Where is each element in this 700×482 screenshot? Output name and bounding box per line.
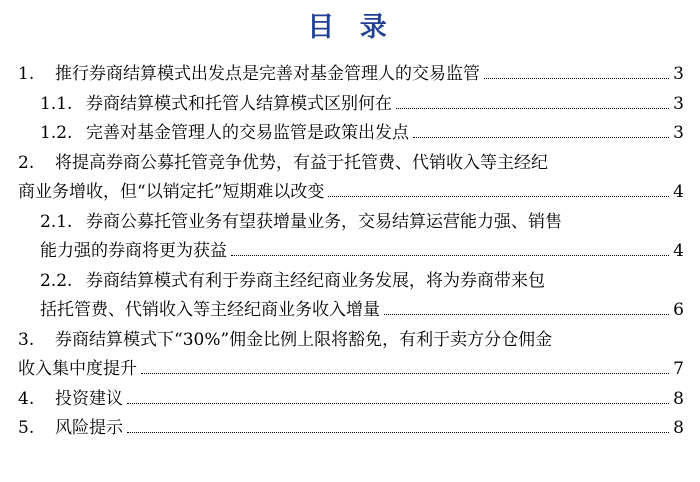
toc-entry-text[interactable]: 券商结算模式下“30%”佣金比例上限将豁免，有利于卖方分仓佣金 (55, 329, 553, 350)
toc-entry-number: 2.1. (40, 211, 73, 232)
dot-leader (413, 137, 669, 138)
dot-leader (484, 78, 669, 79)
dot-leader (231, 255, 669, 256)
toc-entry-4[interactable] (18, 385, 684, 415)
toc-entry-number: 1.2. (40, 123, 73, 143)
toc-entry-text[interactable]: 推行券商结算模式出发点是完善对基金管理人的交易监管 (55, 64, 480, 84)
dot-leader (384, 314, 669, 315)
toc-entry-text-continued[interactable]: 收入集中度提升 (18, 359, 137, 379)
toc-entry-number: 5. (18, 418, 35, 438)
toc-entry-page: 6 (673, 300, 684, 320)
toc-entry-page: 4 (673, 182, 684, 202)
dot-leader (127, 432, 669, 433)
toc-entry-text[interactable]: 完善对基金管理人的交易监管是政策出发点 (86, 123, 409, 143)
toc-entry-page: 3 (673, 123, 684, 143)
toc-entry-page: 3 (673, 64, 684, 84)
toc-title: 目 录 (307, 12, 395, 43)
toc-entry-3[interactable] (18, 326, 684, 385)
toc-entry-number: 2.2. (40, 270, 73, 291)
dot-leader (127, 403, 669, 404)
toc-entry-number: 2. (18, 152, 35, 173)
toc-entry-page: 7 (673, 359, 684, 379)
toc-entry-1-1[interactable] (18, 90, 684, 120)
toc-entry-text[interactable]: 券商结算模式有利于券商主经纪商业务发展，将为券商带来包 (86, 270, 545, 291)
toc-entry-text-continued[interactable]: 能力强的券商将更为获益 (40, 241, 227, 261)
toc-entry-page: 8 (673, 418, 684, 438)
toc-list (18, 60, 684, 444)
toc-entry-text-continued[interactable]: 括托管费、代销收入等主经纪商业务收入增量 (40, 300, 380, 320)
toc-entry-1-2[interactable] (18, 119, 684, 149)
toc-entry-text[interactable]: 券商公募托管业务有望获增量业务，交易结算运营能力强、销售 (86, 211, 562, 232)
toc-entry-5[interactable] (18, 414, 684, 444)
toc-entry-page: 3 (673, 93, 684, 114)
toc-entry-number: 4. (18, 388, 35, 409)
dot-leader (396, 108, 669, 109)
toc-entry-text[interactable]: 券商结算模式和托管人结算模式区别何在 (86, 93, 392, 114)
toc-entry-2[interactable] (18, 149, 684, 208)
toc-entry-2-1[interactable] (18, 208, 684, 267)
toc-entry-2-2[interactable] (18, 267, 684, 326)
toc-entry-number: 1.1. (40, 93, 73, 114)
toc-entry-text-continued[interactable]: 商业务增收，但“以销定托”短期难以改变 (18, 182, 325, 202)
toc-entry-text[interactable]: 风险提示 (55, 418, 123, 438)
toc-entry-page: 8 (673, 388, 684, 409)
toc-entry-number: 3. (18, 329, 35, 350)
toc-entry-number: 1. (18, 64, 35, 84)
toc-entry-1[interactable] (18, 60, 684, 90)
toc-entry-text[interactable]: 投资建议 (55, 388, 123, 409)
toc-entry-page: 4 (673, 241, 684, 261)
dot-leader (328, 196, 669, 197)
dot-leader (141, 373, 669, 374)
toc-entry-text[interactable]: 将提高券商公募托管竞争优势，有益于托管费、代销收入等主经纪 (55, 152, 548, 173)
